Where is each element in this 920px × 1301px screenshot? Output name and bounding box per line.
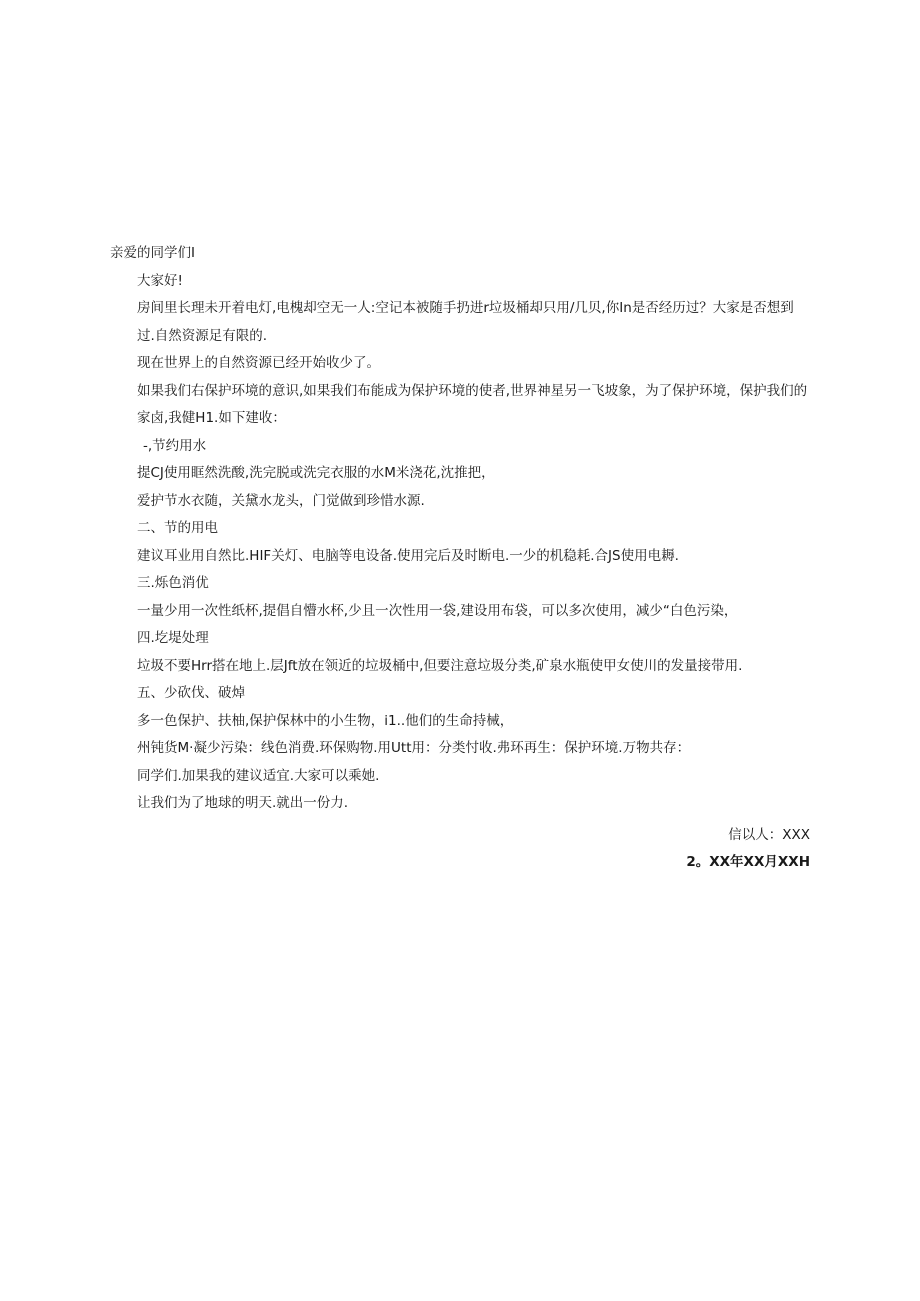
section-line: 建议耳业用自然比.HIF关灯、电脑等电设备.使用完后及时断电.一少的机稳耗.合JS使用电耨. xyxy=(137,547,679,564)
section-heading-waste: 四.圪堤处理 xyxy=(137,630,209,646)
section-line: 提CJ使用眶然洗酸,洗完脱或洗完衣服的水M米浇花,沈推把， xyxy=(137,465,495,481)
section-line: 州钝货M·凝少污染：线色消费.环保购物.用Utt用：分类忖收.弗环再生：保护环境.万物共存： xyxy=(137,740,691,756)
section-line: 一量少用一次性纸杯,提倡自懵水杯,少且一次性用一袋,建设用布袋，可以多次使用，减少“白色污染， xyxy=(137,602,738,619)
closing-line: 同学们.加果我的建议适宜.大家可以乘她. xyxy=(137,767,380,784)
section-line: 垃圾不要Hrr搭在地上.层Jft放在领近的垃圾桶中,但要注意垃圾分类,矿泉水瓶使甲女使川的发量接带用. xyxy=(137,657,743,674)
date: 2。XX年XX月XXH xyxy=(686,854,810,870)
section-heading-green-consumption: 三.烁色消优 xyxy=(137,575,209,591)
paragraph-2: 现在世界上的自然资源已经开始收少了。 xyxy=(137,355,380,371)
section-line: 爱护节水衣随，关黛水龙头，门觉做到珍惜水源. xyxy=(137,492,425,509)
section-line: 多一色保护、扶柚,保护保林中的小生物，i1..他们的生命持械， xyxy=(137,712,514,729)
section-heading-deforestation: 五、少砍伐、破焯 xyxy=(137,685,245,701)
closing-line: 让我们为了地球的明天.就出一份力. xyxy=(137,795,349,811)
letter-body xyxy=(110,240,810,877)
greeting: 大家好! xyxy=(137,272,183,289)
section-heading-electricity: 二、节的用电 xyxy=(137,520,218,536)
paragraph-1: 房间里长理未开着电灯,电槐却空无一人:空记本被随手扔进r垃圾桶却只用/几贝,你In是否经历过？大家是否想到过.自然资源足有限的. xyxy=(137,300,794,344)
paragraph-3: 如果我们右保护环境的意识,如果我们布能成为保护环境的使者,世界神星另一飞坡象，为了保护环境，保护我们的家卤,我健H1.如下建收： xyxy=(137,382,808,426)
signature: 信以人：XXX xyxy=(728,826,810,843)
section-heading-water: -,节约用水 xyxy=(143,437,207,454)
salutation: 亲爱的同学们I xyxy=(110,245,195,261)
